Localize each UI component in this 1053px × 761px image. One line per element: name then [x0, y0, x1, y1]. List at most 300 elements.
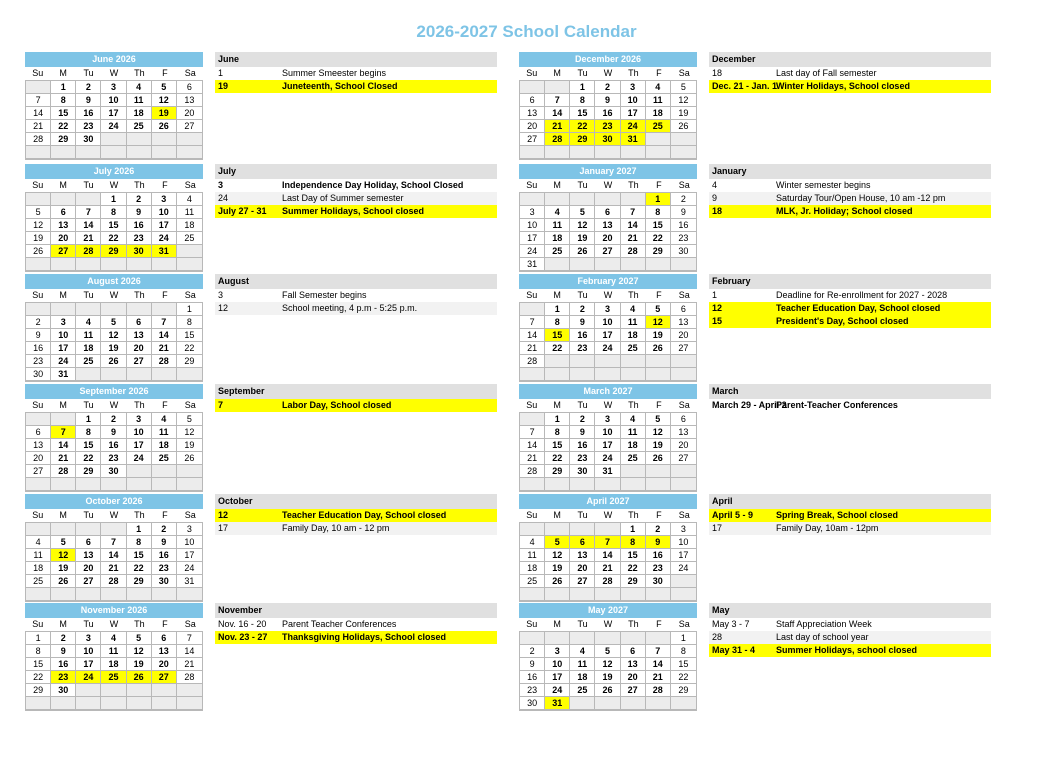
- day-cell: 25: [127, 120, 152, 133]
- empty-day-cell: [177, 146, 202, 159]
- day-cell: 23: [51, 671, 76, 684]
- day-cell: 15: [177, 329, 202, 342]
- events-list: [215, 289, 497, 315]
- weekday-label: Su: [526, 68, 538, 78]
- day-cell: 7: [76, 206, 101, 219]
- day-cell: 27: [26, 465, 51, 478]
- empty-day-cell: [51, 478, 76, 491]
- day-cell: 3: [671, 523, 696, 536]
- day-cell: 31: [177, 575, 202, 588]
- day-cell: 12: [152, 94, 177, 107]
- weekday-label: Th: [134, 619, 145, 629]
- day-cell: 1: [621, 523, 646, 536]
- weekday-label: W: [603, 619, 613, 629]
- event-row: [215, 302, 497, 315]
- day-cell: 25: [76, 355, 101, 368]
- empty-day-cell: [595, 697, 620, 710]
- day-cell: 18: [520, 562, 545, 575]
- empty-day-cell: [545, 146, 570, 159]
- day-cell: 10: [177, 536, 202, 549]
- day-cell: 25: [545, 245, 570, 258]
- day-cell: 21: [101, 562, 126, 575]
- empty-day-cell: [520, 146, 545, 159]
- day-cell: 15: [127, 549, 152, 562]
- month-header: May 2027: [519, 603, 697, 618]
- day-cell: 21: [51, 452, 76, 465]
- empty-day-cell: [646, 632, 671, 645]
- day-cell: 21: [646, 671, 671, 684]
- day-cell: 16: [127, 219, 152, 232]
- day-cell: 10: [595, 316, 620, 329]
- day-cell: 15: [26, 658, 51, 671]
- weekday-label: Su: [526, 619, 538, 629]
- day-cell: 13: [177, 94, 202, 107]
- empty-day-cell: [570, 146, 595, 159]
- events-list: [215, 179, 497, 218]
- empty-day-cell: [570, 355, 595, 368]
- day-cell: 3: [152, 193, 177, 206]
- month-calendar: [519, 164, 697, 272]
- day-cell: 19: [646, 329, 671, 342]
- day-cell: 1: [646, 193, 671, 206]
- weekday-row: [25, 399, 203, 412]
- day-cell: 25: [152, 452, 177, 465]
- empty-day-cell: [570, 258, 595, 271]
- events-list: [709, 289, 991, 328]
- day-cell: 27: [152, 671, 177, 684]
- event-row: [709, 315, 991, 328]
- empty-day-cell: [646, 146, 671, 159]
- month-calendar: [25, 494, 203, 602]
- weekday-label: F: [656, 290, 662, 300]
- day-cell: 26: [570, 245, 595, 258]
- month-header: March 2027: [519, 384, 697, 399]
- empty-day-cell: [177, 697, 202, 710]
- event-text: Thanksgiving Holidays, School closed: [282, 632, 447, 642]
- empty-day-cell: [177, 133, 202, 146]
- empty-day-cell: [101, 146, 126, 159]
- event-row: [215, 522, 497, 535]
- empty-day-cell: [127, 258, 152, 271]
- day-cell: 2: [570, 303, 595, 316]
- weekday-row: [25, 179, 203, 192]
- month-calendar: [25, 52, 203, 160]
- day-cell: 25: [570, 684, 595, 697]
- day-cell: 12: [595, 658, 620, 671]
- event-text: Labor Day, School closed: [282, 400, 392, 410]
- day-cell: 4: [101, 632, 126, 645]
- empty-day-cell: [101, 258, 126, 271]
- day-cell: 23: [570, 452, 595, 465]
- weekday-label: Th: [628, 68, 639, 78]
- empty-day-cell: [595, 146, 620, 159]
- day-cell: 26: [595, 684, 620, 697]
- event-row: [709, 179, 991, 192]
- day-cell: 20: [671, 329, 696, 342]
- empty-day-cell: [177, 588, 202, 601]
- event-text: MLK, Jr. Holiday; School closed: [776, 206, 913, 216]
- day-cell: 15: [545, 439, 570, 452]
- event-date: 28: [712, 632, 723, 642]
- event-row: [215, 67, 497, 80]
- day-cell: 18: [101, 658, 126, 671]
- day-cell: 20: [570, 562, 595, 575]
- day-cell: 22: [76, 452, 101, 465]
- event-text: Parent-Teacher Conferences: [776, 400, 898, 410]
- weekday-label: M: [553, 290, 561, 300]
- event-date: 9: [712, 193, 718, 203]
- day-cell: 6: [570, 536, 595, 549]
- day-cell: 6: [26, 426, 51, 439]
- day-cell: 30: [646, 575, 671, 588]
- events-header: January: [709, 164, 991, 179]
- day-cell: 28: [646, 684, 671, 697]
- empty-day-cell: [127, 697, 152, 710]
- day-cell: 19: [671, 107, 696, 120]
- day-cell: 20: [152, 658, 177, 671]
- day-cell: 27: [621, 684, 646, 697]
- day-cell: 27: [595, 245, 620, 258]
- day-cell: 2: [127, 193, 152, 206]
- empty-day-cell: [646, 258, 671, 271]
- day-cell: 5: [152, 81, 177, 94]
- day-cell: 27: [127, 355, 152, 368]
- empty-day-cell: [570, 478, 595, 491]
- empty-day-cell: [152, 133, 177, 146]
- weekday-label: Tu: [83, 619, 94, 629]
- event-row: [709, 522, 991, 535]
- event-text: Winter semester begins: [776, 180, 871, 190]
- day-cell: 5: [671, 81, 696, 94]
- day-cell: 18: [127, 107, 152, 120]
- weekday-label: Sa: [678, 290, 690, 300]
- day-cell: 11: [26, 549, 51, 562]
- day-grid: [519, 192, 697, 272]
- day-cell: 2: [51, 632, 76, 645]
- day-cell: 15: [101, 219, 126, 232]
- day-cell: 21: [595, 562, 620, 575]
- day-cell: 7: [646, 645, 671, 658]
- empty-day-cell: [520, 413, 545, 426]
- day-cell: 14: [646, 658, 671, 671]
- event-text: School meeting, 4 p.m - 5:25 p.m.: [282, 303, 418, 313]
- day-cell: 2: [76, 81, 101, 94]
- weekday-label: Su: [32, 290, 44, 300]
- day-cell: 30: [671, 245, 696, 258]
- event-row: [709, 80, 991, 93]
- day-grid: [25, 631, 203, 711]
- empty-day-cell: [595, 258, 620, 271]
- day-cell: 6: [152, 632, 177, 645]
- day-cell: 9: [595, 94, 620, 107]
- event-text: Staff Appreciation Week: [776, 619, 872, 629]
- weekday-label: Sa: [678, 619, 690, 629]
- day-cell: 2: [101, 413, 126, 426]
- day-cell: 1: [177, 303, 202, 316]
- day-cell: 1: [26, 632, 51, 645]
- empty-day-cell: [545, 355, 570, 368]
- day-grid: [519, 522, 697, 602]
- empty-day-cell: [51, 413, 76, 426]
- day-cell: 11: [646, 94, 671, 107]
- weekday-row: [25, 67, 203, 80]
- day-cell: 13: [51, 219, 76, 232]
- weekday-row: [519, 399, 697, 412]
- day-cell: 24: [51, 355, 76, 368]
- day-cell: 12: [570, 219, 595, 232]
- empty-day-cell: [26, 697, 51, 710]
- empty-day-cell: [101, 588, 126, 601]
- weekday-label: W: [109, 290, 119, 300]
- empty-day-cell: [177, 368, 202, 381]
- weekday-label: Su: [32, 400, 44, 410]
- day-cell: 17: [127, 439, 152, 452]
- weekday-label: M: [553, 400, 561, 410]
- empty-day-cell: [51, 588, 76, 601]
- day-cell: 23: [76, 120, 101, 133]
- empty-day-cell: [76, 697, 101, 710]
- event-text: Saturday Tour/Open House, 10 am -12 pm: [776, 193, 946, 203]
- weekday-label: Th: [134, 290, 145, 300]
- weekday-label: Su: [526, 510, 538, 520]
- day-cell: 14: [26, 107, 51, 120]
- month-events: [709, 384, 991, 412]
- day-cell: 24: [595, 342, 620, 355]
- day-cell: 6: [520, 94, 545, 107]
- day-cell: 14: [595, 549, 620, 562]
- weekday-label: Tu: [577, 619, 588, 629]
- day-cell: 21: [520, 452, 545, 465]
- day-cell: 25: [621, 342, 646, 355]
- day-cell: 31: [595, 465, 620, 478]
- empty-day-cell: [595, 632, 620, 645]
- day-cell: 20: [595, 232, 620, 245]
- day-cell: 8: [545, 426, 570, 439]
- empty-day-cell: [76, 588, 101, 601]
- event-text: Winter Holidays, School closed: [776, 81, 910, 91]
- empty-day-cell: [26, 146, 51, 159]
- day-cell: 22: [101, 232, 126, 245]
- day-cell: 4: [127, 81, 152, 94]
- day-cell: 19: [646, 439, 671, 452]
- empty-day-cell: [152, 258, 177, 271]
- events-list: [709, 399, 991, 412]
- day-cell: 11: [76, 329, 101, 342]
- empty-day-cell: [520, 81, 545, 94]
- day-cell: 12: [646, 316, 671, 329]
- empty-day-cell: [76, 478, 101, 491]
- events-header: August: [215, 274, 497, 289]
- weekday-label: M: [59, 180, 67, 190]
- weekday-label: F: [162, 180, 168, 190]
- day-cell: 29: [51, 133, 76, 146]
- empty-day-cell: [76, 193, 101, 206]
- empty-day-cell: [545, 588, 570, 601]
- day-cell: 22: [621, 562, 646, 575]
- day-cell: 20: [520, 120, 545, 133]
- weekday-label: Tu: [577, 68, 588, 78]
- month-calendar: [25, 164, 203, 272]
- weekday-row: [519, 289, 697, 302]
- day-cell: 8: [51, 94, 76, 107]
- day-cell: 3: [51, 316, 76, 329]
- day-cell: 23: [101, 452, 126, 465]
- empty-day-cell: [570, 632, 595, 645]
- event-date: Dec. 21 - Jan. 1: [712, 81, 778, 91]
- day-cell: 12: [646, 426, 671, 439]
- day-cell: 1: [127, 523, 152, 536]
- empty-day-cell: [177, 245, 202, 258]
- day-cell: 3: [520, 206, 545, 219]
- day-cell: 14: [621, 219, 646, 232]
- day-cell: 22: [570, 120, 595, 133]
- day-cell: 17: [177, 549, 202, 562]
- event-text: Summer Holidays, School closed: [282, 206, 425, 216]
- day-cell: 5: [127, 632, 152, 645]
- event-text: Teacher Education Day, School closed: [776, 303, 941, 313]
- month-header: April 2027: [519, 494, 697, 509]
- event-row: [215, 192, 497, 205]
- day-cell: 9: [671, 206, 696, 219]
- month-header: June 2026: [25, 52, 203, 67]
- day-cell: 27: [76, 575, 101, 588]
- day-cell: 12: [51, 549, 76, 562]
- weekday-label: Sa: [184, 68, 196, 78]
- day-cell: 14: [177, 645, 202, 658]
- month-events: [709, 274, 991, 328]
- day-cell: 7: [51, 426, 76, 439]
- day-cell: 11: [177, 206, 202, 219]
- weekday-label: M: [59, 510, 67, 520]
- day-cell: 29: [26, 684, 51, 697]
- empty-day-cell: [595, 355, 620, 368]
- day-cell: 24: [152, 232, 177, 245]
- event-date: 1: [218, 68, 224, 78]
- empty-day-cell: [51, 697, 76, 710]
- weekday-label: Sa: [678, 400, 690, 410]
- events-header: November: [215, 603, 497, 618]
- empty-day-cell: [671, 588, 696, 601]
- weekday-label: Th: [134, 510, 145, 520]
- empty-day-cell: [26, 413, 51, 426]
- empty-day-cell: [595, 478, 620, 491]
- weekday-label: Sa: [184, 180, 196, 190]
- day-cell: 28: [545, 133, 570, 146]
- weekday-row: [519, 179, 697, 192]
- empty-day-cell: [570, 193, 595, 206]
- day-cell: 21: [621, 232, 646, 245]
- event-row: [709, 67, 991, 80]
- weekday-row: [519, 509, 697, 522]
- day-cell: 20: [621, 671, 646, 684]
- empty-day-cell: [570, 697, 595, 710]
- weekday-label: Th: [628, 400, 639, 410]
- day-cell: 29: [621, 575, 646, 588]
- day-cell: 13: [76, 549, 101, 562]
- weekday-label: Th: [628, 180, 639, 190]
- empty-day-cell: [545, 368, 570, 381]
- day-cell: 16: [101, 439, 126, 452]
- day-cell: 13: [671, 316, 696, 329]
- day-cell: 22: [26, 671, 51, 684]
- day-cell: 3: [177, 523, 202, 536]
- day-cell: 17: [545, 671, 570, 684]
- day-cell: 10: [51, 329, 76, 342]
- day-cell: 6: [671, 303, 696, 316]
- empty-day-cell: [671, 575, 696, 588]
- day-cell: 15: [51, 107, 76, 120]
- day-cell: 7: [545, 94, 570, 107]
- day-cell: 26: [51, 575, 76, 588]
- day-cell: 16: [152, 549, 177, 562]
- event-text: President's Day, School closed: [776, 316, 909, 326]
- day-cell: 18: [570, 671, 595, 684]
- empty-day-cell: [101, 523, 126, 536]
- empty-day-cell: [621, 465, 646, 478]
- day-cell: 10: [520, 219, 545, 232]
- event-date: 12: [218, 510, 229, 520]
- month-events: [215, 164, 497, 218]
- empty-day-cell: [26, 258, 51, 271]
- day-cell: 1: [76, 413, 101, 426]
- weekday-label: M: [553, 68, 561, 78]
- events-header: September: [215, 384, 497, 399]
- day-cell: 26: [646, 452, 671, 465]
- weekday-label: Tu: [83, 290, 94, 300]
- day-cell: 11: [127, 94, 152, 107]
- empty-day-cell: [646, 133, 671, 146]
- event-row: [709, 302, 991, 315]
- day-cell: 5: [101, 316, 126, 329]
- month-calendar: [519, 274, 697, 382]
- weekday-label: Th: [628, 510, 639, 520]
- month-events: [215, 52, 497, 93]
- day-cell: 28: [26, 133, 51, 146]
- event-date: July 27 - 31: [218, 206, 267, 216]
- day-cell: 7: [177, 632, 202, 645]
- event-date: 4: [712, 180, 718, 190]
- month-calendar: [25, 384, 203, 492]
- event-text: Fall Semester begins: [282, 290, 367, 300]
- weekday-label: Th: [134, 68, 145, 78]
- day-cell: 29: [646, 245, 671, 258]
- weekday-label: W: [109, 400, 119, 410]
- day-cell: 17: [621, 107, 646, 120]
- day-cell: 12: [101, 329, 126, 342]
- weekday-label: M: [59, 400, 67, 410]
- day-cell: 29: [671, 684, 696, 697]
- weekday-label: W: [603, 180, 613, 190]
- month-events: [215, 603, 497, 644]
- empty-day-cell: [51, 146, 76, 159]
- day-cell: 11: [545, 219, 570, 232]
- day-cell: 22: [545, 452, 570, 465]
- weekday-label: F: [162, 619, 168, 629]
- weekday-label: W: [109, 180, 119, 190]
- events-list: [709, 67, 991, 93]
- weekday-label: F: [656, 400, 662, 410]
- weekday-label: W: [109, 68, 119, 78]
- empty-day-cell: [671, 697, 696, 710]
- day-cell: 22: [177, 342, 202, 355]
- weekday-label: Su: [32, 619, 44, 629]
- event-row: [215, 179, 497, 192]
- events-list: [215, 67, 497, 93]
- weekday-label: Tu: [577, 180, 588, 190]
- day-cell: 8: [621, 536, 646, 549]
- empty-day-cell: [595, 523, 620, 536]
- day-cell: 2: [26, 316, 51, 329]
